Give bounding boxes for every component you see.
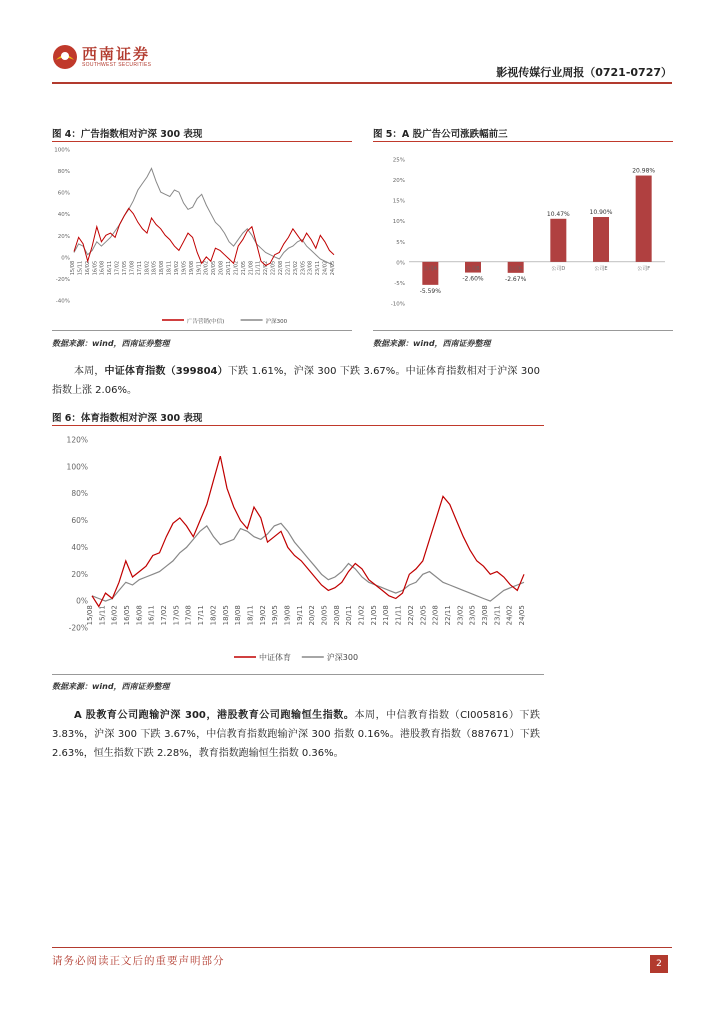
x-tick-label: 19/11 [196, 260, 203, 276]
x-tick-label: 23/11 [493, 605, 502, 626]
series-line [92, 523, 524, 601]
x-tick-label: 21/02 [357, 605, 366, 626]
company-logo [52, 44, 151, 70]
x-tick-label: 21/05 [240, 260, 247, 276]
y-tick-label: -5% [394, 280, 405, 287]
x-tick-label: 23/11 [315, 260, 322, 276]
y-tick-label: 120% [66, 435, 88, 445]
legend-label: 中证体育 [259, 653, 291, 662]
x-tick-label: 23/08 [480, 605, 489, 626]
x-tick-label: 17/08 [129, 260, 136, 276]
x-tick-label: 23/02 [292, 260, 299, 276]
x-tick-label: 17/11 [197, 605, 206, 626]
x-tick-label: 20/05 [211, 260, 218, 276]
x-tick-label: 18/05 [221, 605, 230, 626]
x-tick-label: 22/08 [278, 260, 284, 276]
report-title: 影视传媒行业周报（0721-0727） [496, 66, 672, 79]
x-tick-label: 18/08 [234, 605, 243, 626]
x-tick-label: 19/08 [283, 605, 292, 626]
y-tick-label: 0% [76, 596, 88, 606]
x-tick-label: 16/08 [99, 260, 106, 276]
logo-chinese-name: 西南证券 [82, 45, 151, 63]
x-tick-label: 17/02 [160, 605, 169, 626]
x-tick-label: 23/02 [456, 605, 465, 626]
fig5-source: 数据来源：wind，西南证券整理 [373, 339, 491, 348]
y-tick-label: 0% [396, 260, 405, 267]
x-tick-label: 19/02 [174, 260, 180, 276]
x-tick-label: 18/05 [151, 260, 158, 276]
y-tick-label: 0% [61, 255, 70, 262]
y-tick-label: -20% [68, 623, 88, 633]
x-tick-label: 15/08 [70, 260, 76, 276]
y-tick-label: 20% [392, 178, 405, 185]
sports-index-paragraph [52, 362, 540, 400]
x-tick-label: 23/08 [307, 260, 314, 276]
y-tick-label: 25% [392, 157, 405, 164]
fig6-chart [52, 428, 544, 672]
fig6-source: 数据来源：wind，西南证券整理 [52, 682, 170, 691]
x-tick-label: 15/11 [98, 605, 107, 626]
x-category-label: 公司B [466, 265, 480, 272]
y-tick-label: 100% [66, 462, 88, 472]
x-tick-label: 23/05 [300, 260, 307, 276]
fig5-chart [373, 143, 673, 329]
p2-rest: 本周，中信教育指数（CI005816）下跌 3.83%，沪深 300 下跌 3.67%，中信教育指数跑输沪深 300 指数 0.16%。港股教育指数（887671）下跌 2.63%，恒生指数下跌 2.28%，教育指数跑输恒生指数 0.36%。 [52, 710, 540, 759]
y-tick-label: 20% [57, 233, 70, 240]
x-tick-label: 16/05 [123, 605, 132, 626]
x-tick-label: 18/11 [166, 260, 173, 276]
x-tick-label: 19/05 [271, 605, 280, 626]
x-tick-label: 17/02 [114, 260, 121, 276]
bar-data-label: -5.59% [419, 287, 441, 295]
fig4-top-rule [52, 141, 352, 142]
bar [636, 176, 652, 262]
x-tick-label: 19/05 [181, 260, 188, 276]
fig4-source: 数据来源：wind，西南证券整理 [52, 339, 170, 348]
bar [593, 217, 609, 262]
x-tick-label: 23/05 [468, 605, 477, 626]
x-tick-label: 18/08 [159, 260, 166, 276]
logo-emblem-icon [52, 44, 78, 70]
x-tick-label: 22/11 [285, 260, 292, 276]
x-tick-label: 16/02 [110, 605, 119, 626]
bar-data-label: 10.90% [589, 209, 613, 217]
legend-label: 沪深300 [265, 319, 288, 325]
x-tick-label: 17/11 [136, 260, 143, 276]
x-tick-label: 15/11 [77, 260, 84, 276]
education-paragraph [52, 706, 540, 763]
p1-bold: 中证体育指数（399804） [104, 366, 228, 377]
y-tick-label: 80% [57, 169, 70, 176]
legend-label: 广告营销(中信) [187, 319, 225, 325]
footer-disclaimer: 请务必阅读正文后的重要声明部分 [52, 955, 225, 967]
x-tick-label: 22/02 [263, 260, 270, 276]
y-tick-label: 15% [392, 198, 405, 205]
bar-data-label: 20.98% [632, 167, 656, 175]
bar-data-label: -2.60% [462, 275, 484, 283]
y-tick-label: 100% [54, 147, 70, 154]
bar-data-label: 10.47% [546, 210, 570, 218]
x-tick-label: 18/11 [246, 605, 255, 626]
x-tick-label: 24/05 [330, 260, 336, 276]
x-tick-label: 21/11 [394, 605, 403, 626]
x-tick-label: 15/08 [86, 605, 94, 626]
x-tick-label: 21/11 [255, 260, 262, 276]
x-tick-label: 24/02 [505, 605, 514, 626]
x-tick-label: 20/08 [218, 260, 225, 276]
fig5-title: 图 5：A 股广告公司涨跌幅前三 [373, 129, 508, 140]
x-category-label: 公司D [551, 265, 566, 272]
series-line [74, 208, 334, 265]
p1-rest: 下跌 1.61%，沪深 300 下跌 3.67%。中证体育指数相对于沪深 300 指数上涨 2.06%。 [52, 366, 541, 396]
fig4-title: 图 4：广告指数相对沪深 300 表现 [52, 129, 203, 140]
series-line [74, 168, 334, 265]
x-tick-label: 20/11 [345, 605, 354, 626]
x-category-label: 公司E [594, 265, 608, 272]
x-tick-label: 20/05 [320, 605, 329, 626]
x-tick-label: 20/02 [308, 605, 317, 626]
fig6-top-rule [52, 425, 544, 426]
x-tick-label: 24/05 [518, 605, 526, 626]
x-tick-label: 16/08 [135, 605, 144, 626]
x-tick-label: 22/05 [419, 605, 428, 626]
x-tick-label: 20/11 [226, 260, 232, 276]
x-tick-label: 21/05 [369, 605, 378, 626]
y-tick-label: 5% [396, 239, 405, 246]
y-tick-label: -40% [55, 298, 70, 305]
fig6-title: 图 6：体育指数相对沪深 300 表现 [52, 413, 203, 424]
y-tick-label: 20% [71, 569, 88, 579]
x-tick-label: 22/08 [431, 605, 440, 626]
series-line [92, 456, 524, 606]
fig4-chart [52, 143, 352, 329]
y-tick-label: 40% [57, 212, 70, 219]
header-divider [52, 82, 672, 84]
x-tick-label: 17/05 [122, 260, 128, 276]
fig6-bottom-rule [52, 674, 544, 675]
bar [550, 219, 566, 262]
fig5-top-rule [373, 141, 673, 142]
x-tick-label: 20/08 [332, 605, 341, 626]
x-tick-label: 21/08 [248, 260, 255, 276]
x-tick-label: 24/02 [322, 260, 329, 276]
x-category-label: 公司A [423, 265, 438, 272]
x-tick-label: 18/02 [144, 260, 151, 276]
fig5-bottom-rule [373, 330, 673, 331]
y-tick-label: 80% [71, 489, 88, 499]
x-tick-label: 22/02 [406, 605, 415, 626]
y-tick-label: 40% [71, 542, 88, 552]
x-tick-label: 22/05 [270, 260, 277, 276]
page-number: 2 [650, 955, 668, 973]
y-tick-label: 60% [57, 190, 70, 197]
x-tick-label: 19/11 [295, 605, 304, 626]
p2-bold: A 股教育公司跑输沪深 300，港股教育公司跑输恒生指数。 [74, 710, 355, 721]
x-tick-label: 16/05 [92, 260, 99, 276]
footer-divider [52, 947, 672, 948]
fig4-bottom-rule [52, 330, 352, 331]
p1-prefix: 本周， [74, 366, 105, 377]
bar-data-label: -2.67% [505, 275, 527, 283]
x-tick-label: 18/02 [209, 605, 218, 626]
y-tick-label: -20% [55, 276, 70, 283]
x-tick-label: 22/11 [443, 605, 452, 626]
y-tick-label: 60% [71, 516, 88, 526]
x-tick-label: 16/11 [147, 605, 156, 626]
y-tick-label: 10% [392, 219, 405, 226]
x-tick-label: 16/02 [84, 260, 91, 276]
legend-label: 沪深300 [326, 653, 359, 662]
x-tick-label: 17/08 [184, 605, 193, 626]
x-tick-label: 20/02 [203, 260, 210, 276]
x-tick-label: 19/08 [188, 260, 195, 276]
logo-english-name: SOUTHWEST SECURITIES [82, 62, 152, 68]
x-tick-label: 17/05 [172, 605, 181, 626]
x-category-label: 公司F [637, 265, 651, 272]
x-tick-label: 16/11 [107, 260, 114, 276]
x-tick-label: 21/08 [382, 605, 391, 626]
y-tick-label: -10% [390, 301, 405, 308]
x-tick-label: 21/02 [233, 260, 240, 276]
x-tick-label: 19/02 [258, 605, 267, 626]
x-category-label: 公司C [508, 265, 523, 272]
